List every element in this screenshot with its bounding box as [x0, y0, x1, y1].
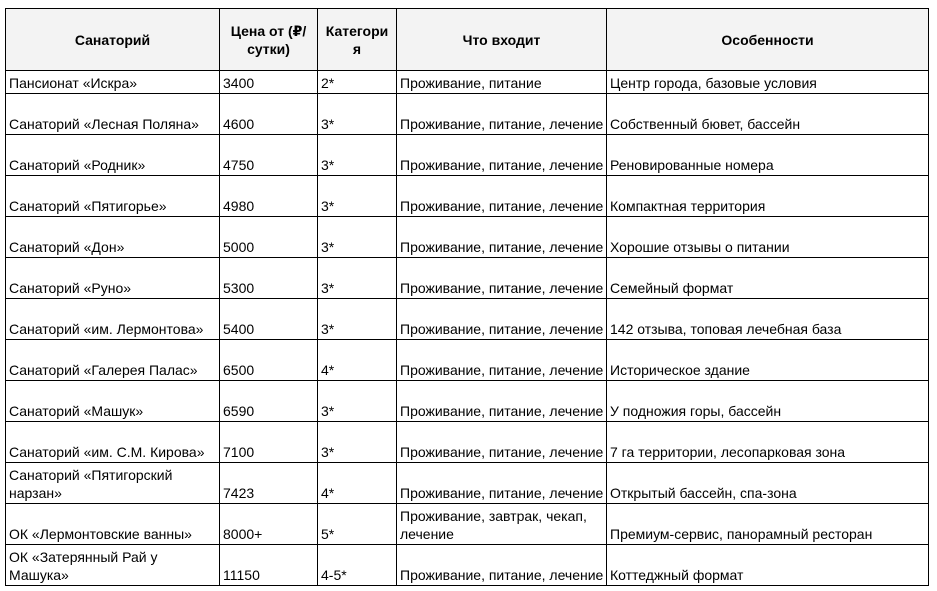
cell-price: 4750 — [220, 135, 318, 176]
cell-name: ОК «Лермонтовские ванны» — [6, 504, 220, 545]
cell-name: ОК «Затерянный Рай у Машука» — [6, 545, 220, 586]
cell-features: Историческое здание — [607, 340, 929, 381]
header-price: Цена от (₽/сутки) — [220, 9, 318, 71]
cell-price: 6500 — [220, 340, 318, 381]
cell-price: 5000 — [220, 217, 318, 258]
cell-category: 3* — [318, 176, 397, 217]
table-row — [6, 340, 929, 381]
cell-features: Премиум-сервис, панорамный ресторан — [607, 504, 929, 545]
cell-name: Санаторий «Дон» — [6, 217, 220, 258]
cell-price: 7423 — [220, 463, 318, 504]
cell-category: 3* — [318, 299, 397, 340]
table-row — [6, 545, 929, 586]
cell-price: 4600 — [220, 94, 318, 135]
cell-included: Проживание, питание, лечение — [397, 176, 607, 217]
cell-category: 3* — [318, 422, 397, 463]
cell-included: Проживание, питание, лечение — [397, 299, 607, 340]
cell-name: Пансионат «Искра» — [6, 71, 220, 94]
cell-category: 3* — [318, 135, 397, 176]
cell-category: 4* — [318, 340, 397, 381]
cell-price: 5300 — [220, 258, 318, 299]
cell-features: Семейный формат — [607, 258, 929, 299]
table-row — [6, 381, 929, 422]
cell-features: Коттеджный формат — [607, 545, 929, 586]
cell-included: Проживание, питание, лечение — [397, 217, 607, 258]
cell-name: Санаторий «Родник» — [6, 135, 220, 176]
table-row — [6, 217, 929, 258]
header-included: Что входит — [397, 9, 607, 71]
cell-category: 3* — [318, 381, 397, 422]
cell-name: Санаторий «Пятигорский нарзан» — [6, 463, 220, 504]
cell-features: Хорошие отзывы о питании — [607, 217, 929, 258]
cell-price: 5400 — [220, 299, 318, 340]
cell-included: Проживание, питание, лечение — [397, 340, 607, 381]
cell-included: Проживание, питание — [397, 71, 607, 94]
cell-included: Проживание, питание, лечение — [397, 135, 607, 176]
cell-features: У подножия горы, бассейн — [607, 381, 929, 422]
cell-price: 4980 — [220, 176, 318, 217]
cell-features: 7 га территории, лесопарковая зона — [607, 422, 929, 463]
table-row — [6, 176, 929, 217]
cell-category: 3* — [318, 217, 397, 258]
table-row — [6, 463, 929, 504]
header-name: Санаторий — [6, 9, 220, 71]
table-row — [6, 258, 929, 299]
cell-name: Санаторий «Лесная Поляна» — [6, 94, 220, 135]
cell-category: 3* — [318, 258, 397, 299]
table-row — [6, 299, 929, 340]
cell-name: Санаторий «Руно» — [6, 258, 220, 299]
cell-category: 3* — [318, 94, 397, 135]
cell-name: Санаторий «Пятигорье» — [6, 176, 220, 217]
cell-features: 142 отзыва, топовая лечебная база — [607, 299, 929, 340]
table-row — [6, 94, 929, 135]
cell-name: Санаторий «им. Лермонтова» — [6, 299, 220, 340]
cell-price: 6590 — [220, 381, 318, 422]
header-category: Категория — [318, 9, 397, 71]
sanatoria-table — [5, 8, 929, 586]
cell-features: Реновированные номера — [607, 135, 929, 176]
table-row — [6, 71, 929, 94]
cell-category: 4-5* — [318, 545, 397, 586]
cell-included: Проживание, питание, лечение — [397, 422, 607, 463]
header-features: Особенности — [607, 9, 929, 71]
cell-name: Санаторий «Машук» — [6, 381, 220, 422]
cell-included: Проживание, питание, лечение — [397, 545, 607, 586]
cell-features: Центр города, базовые условия — [607, 71, 929, 94]
cell-price: 11150 — [220, 545, 318, 586]
cell-included: Проживание, завтрак, чекап, лечение — [397, 504, 607, 545]
table-body — [6, 71, 929, 586]
table-row — [6, 422, 929, 463]
cell-category: 4* — [318, 463, 397, 504]
cell-included: Проживание, питание, лечение — [397, 463, 607, 504]
cell-name: Санаторий «Галерея Палас» — [6, 340, 220, 381]
cell-category: 2* — [318, 71, 397, 94]
cell-price: 8000+ — [220, 504, 318, 545]
table-row — [6, 504, 929, 545]
cell-price: 7100 — [220, 422, 318, 463]
table-row — [6, 135, 929, 176]
cell-category: 5* — [318, 504, 397, 545]
cell-features: Компактная территория — [607, 176, 929, 217]
cell-features: Открытый бассейн, спа-зона — [607, 463, 929, 504]
cell-name: Санаторий «им. С.М. Кирова» — [6, 422, 220, 463]
cell-features: Собственный бювет, бассейн — [607, 94, 929, 135]
cell-included: Проживание, питание, лечение — [397, 258, 607, 299]
cell-included: Проживание, питание, лечение — [397, 381, 607, 422]
cell-included: Проживание, питание, лечение — [397, 94, 607, 135]
cell-price: 3400 — [220, 71, 318, 94]
header-row — [6, 9, 929, 71]
table-header — [6, 9, 929, 71]
